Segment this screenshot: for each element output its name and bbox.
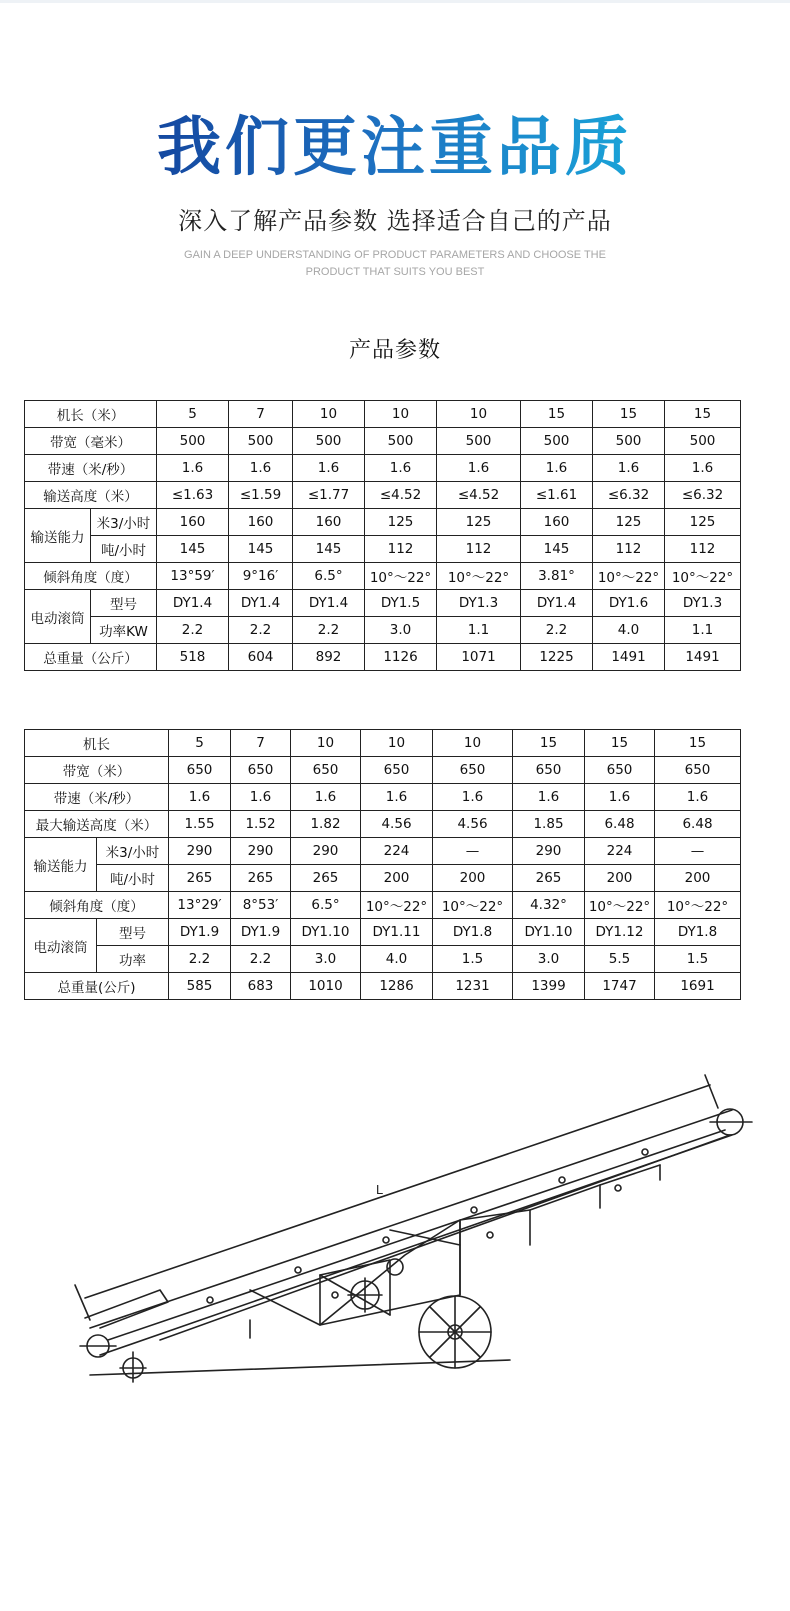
table-cell: 1.6 — [585, 784, 655, 811]
table-cell: DY1.5 — [365, 590, 437, 617]
roller — [471, 1207, 477, 1213]
table-cell: 1399 — [513, 973, 585, 1000]
table-cell: 7 — [229, 401, 293, 428]
dimension-tick-right — [705, 1075, 718, 1108]
table-cell: 500 — [593, 428, 665, 455]
table-row — [25, 536, 741, 563]
table-row — [25, 401, 741, 428]
conveyor-diagram — [60, 1070, 760, 1400]
table-cell: 112 — [593, 536, 665, 563]
table-cell: ≤1.77 — [293, 482, 365, 509]
table-cell: DY1.8 — [433, 919, 513, 946]
table-body — [25, 730, 741, 1000]
roller — [642, 1149, 648, 1155]
table-cell: 125 — [593, 509, 665, 536]
table-cell: 160 — [229, 509, 293, 536]
table-cell: 15 — [593, 401, 665, 428]
table-cell: 4.56 — [433, 811, 513, 838]
table-cell: 1.6 — [433, 784, 513, 811]
row-sub-label: 吨/小时 — [91, 536, 157, 563]
table-row — [25, 617, 741, 644]
table-cell: 500 — [665, 428, 741, 455]
table-cell: DY1.8 — [655, 919, 741, 946]
table-cell: DY1.3 — [665, 590, 741, 617]
table-row — [25, 590, 741, 617]
table-cell: 650 — [361, 757, 433, 784]
table-cell: 10°～22° — [365, 563, 437, 590]
table-cell: 224 — [361, 838, 433, 865]
table-cell: DY1.9 — [169, 919, 231, 946]
table-row — [25, 455, 741, 482]
row-label: 机长（米） — [25, 401, 157, 428]
table-cell: 1.6 — [361, 784, 433, 811]
table-cell: 160 — [157, 509, 229, 536]
table-cell: 15 — [585, 730, 655, 757]
table-cell: 265 — [169, 865, 231, 892]
table-cell: 585 — [169, 973, 231, 1000]
table-cell: DY1.9 — [231, 919, 291, 946]
table-cell: 200 — [361, 865, 433, 892]
table-cell: 1.82 — [291, 811, 361, 838]
table-cell: 1071 — [437, 644, 521, 671]
dimension-label: L — [376, 1182, 384, 1197]
row-sub-label: 吨/小时 — [97, 865, 169, 892]
table-cell: 2.2 — [169, 946, 231, 973]
belt-top — [90, 1110, 732, 1328]
table-cell: 10°～22° — [437, 563, 521, 590]
page-title: 我们更注重品质 — [157, 111, 633, 185]
spec-table-650 — [24, 729, 741, 1000]
table-cell: 1126 — [365, 644, 437, 671]
table-cell: 5 — [157, 401, 229, 428]
table-row — [25, 730, 741, 757]
row-label: 倾斜角度（度） — [25, 563, 157, 590]
roller — [383, 1237, 389, 1243]
table-cell: 6.48 — [585, 811, 655, 838]
table-row — [25, 644, 741, 671]
table-cell: 15 — [665, 401, 741, 428]
truss-bottom-chord — [160, 1135, 730, 1340]
table-cell: DY1.4 — [293, 590, 365, 617]
table-cell: 1.6 — [291, 784, 361, 811]
table-row — [25, 838, 741, 865]
table-cell: 650 — [291, 757, 361, 784]
table-cell: 650 — [585, 757, 655, 784]
subtitle-english-line-2: PRODUCT THAT SUITS YOU BEST — [305, 266, 485, 278]
row-label: 总重量（公斤） — [25, 644, 157, 671]
table-cell: 200 — [433, 865, 513, 892]
table-cell: 1.55 — [169, 811, 231, 838]
table-cell: 13°29′ — [169, 892, 231, 919]
row-sub-label: 米3/小时 — [91, 509, 157, 536]
table-cell: 125 — [665, 509, 741, 536]
table-cell: 10 — [293, 401, 365, 428]
table-cell: 10 — [365, 401, 437, 428]
row-label: 输送高度（米） — [25, 482, 157, 509]
table-cell: DY1.3 — [437, 590, 521, 617]
table-cell: 160 — [521, 509, 593, 536]
table-row — [25, 973, 741, 1000]
table-cell: ≤1.61 — [521, 482, 593, 509]
tail-hopper — [85, 1290, 168, 1328]
dimension-tick-left — [75, 1285, 90, 1320]
table-row — [25, 946, 741, 973]
table-cell: ≤6.32 — [665, 482, 741, 509]
row-label: 最大输送高度（米） — [25, 811, 169, 838]
section-title: 产品参数 — [348, 338, 441, 363]
table-cell: ≤6.32 — [593, 482, 665, 509]
table-cell: 3.0 — [291, 946, 361, 973]
table-cell: 1.6 — [437, 455, 521, 482]
table-cell: 112 — [437, 536, 521, 563]
table-cell: 500 — [229, 428, 293, 455]
row-label: 带速（米/秒） — [25, 784, 169, 811]
table-cell: 15 — [655, 730, 741, 757]
table-cell: 2.2 — [293, 617, 365, 644]
table-cell: 1691 — [655, 973, 741, 1000]
row-label: 机长 — [25, 730, 169, 757]
table-cell: 604 — [229, 644, 293, 671]
table-cell: 15 — [513, 730, 585, 757]
table-cell: 10°～22° — [585, 892, 655, 919]
table-row — [25, 865, 741, 892]
table-cell: 4.56 — [361, 811, 433, 838]
table-cell: DY1.6 — [593, 590, 665, 617]
row-sub-label: 型号 — [97, 919, 169, 946]
table-cell: 10 — [361, 730, 433, 757]
table-cell: 500 — [157, 428, 229, 455]
table-cell: 1.5 — [433, 946, 513, 973]
table-cell: 10°～22° — [593, 563, 665, 590]
page-subtitle-english — [170, 247, 620, 281]
table-cell: 290 — [513, 838, 585, 865]
row-label: 倾斜角度（度） — [25, 892, 169, 919]
table-cell: 892 — [293, 644, 365, 671]
table-cell: 4.32° — [513, 892, 585, 919]
table-cell: 265 — [513, 865, 585, 892]
roller — [207, 1297, 213, 1303]
table-cell: 1.6 — [169, 784, 231, 811]
table-body — [25, 401, 741, 671]
table-cell: 2.2 — [229, 617, 293, 644]
table-cell: DY1.10 — [291, 919, 361, 946]
subtitle-english-line-1: GAIN A DEEP UNDERSTANDING OF PRODUCT PARAMETERS AND CHOOSE THE — [184, 249, 606, 261]
table-row — [25, 563, 741, 590]
table-cell: 112 — [365, 536, 437, 563]
table-cell: 1225 — [521, 644, 593, 671]
table-cell: 10°～22° — [655, 892, 741, 919]
table-cell: 160 — [293, 509, 365, 536]
row-label: 带宽（米） — [25, 757, 169, 784]
table-cell: 1231 — [433, 973, 513, 1000]
table-cell: 500 — [293, 428, 365, 455]
table-cell: 3.0 — [365, 617, 437, 644]
table-cell: 290 — [169, 838, 231, 865]
table-cell: ≤1.63 — [157, 482, 229, 509]
table-cell: ≤4.52 — [437, 482, 521, 509]
table-cell: 1.6 — [521, 455, 593, 482]
table-cell: 4.0 — [593, 617, 665, 644]
table-cell: 145 — [157, 536, 229, 563]
page-subtitle: 深入了解产品参数 选择适合自己的产品 — [178, 207, 612, 235]
table-cell: 1.1 — [437, 617, 521, 644]
table-cell: 224 — [585, 838, 655, 865]
table-cell: 1.1 — [665, 617, 741, 644]
table-cell: 10 — [433, 730, 513, 757]
table-cell: 683 — [231, 973, 291, 1000]
table-cell: 1.52 — [231, 811, 291, 838]
table-cell: 2.2 — [231, 946, 291, 973]
table-cell: 8°53′ — [231, 892, 291, 919]
table-cell: 518 — [157, 644, 229, 671]
table-cell: 10 — [437, 401, 521, 428]
table-cell: 650 — [169, 757, 231, 784]
table-cell: 1.6 — [293, 455, 365, 482]
table-cell: 1491 — [593, 644, 665, 671]
table-cell: 1.85 — [513, 811, 585, 838]
table-cell: 265 — [291, 865, 361, 892]
table-cell: 6.5° — [293, 563, 365, 590]
table-cell: DY1.10 — [513, 919, 585, 946]
table-cell: ≤4.52 — [365, 482, 437, 509]
row-sub-label: 米3/小时 — [97, 838, 169, 865]
table-cell: 1.6 — [513, 784, 585, 811]
table-cell: 200 — [655, 865, 741, 892]
row-sub-label: 功率 — [97, 946, 169, 973]
row-group-label: 电动滚筒 — [25, 919, 97, 973]
row-group-label: 电动滚筒 — [25, 590, 91, 644]
table-cell: — — [433, 838, 513, 865]
return-roller — [615, 1185, 621, 1191]
table-cell: DY1.4 — [521, 590, 593, 617]
table-cell: — — [655, 838, 741, 865]
row-group-label: 输送能力 — [25, 509, 91, 563]
table-cell: 15 — [521, 401, 593, 428]
table-cell: 650 — [513, 757, 585, 784]
table-cell: 6.5° — [291, 892, 361, 919]
table-cell: 290 — [291, 838, 361, 865]
table-cell: ≤1.59 — [229, 482, 293, 509]
table-cell: 650 — [433, 757, 513, 784]
table-cell: 1.6 — [229, 455, 293, 482]
table-cell: DY1.11 — [361, 919, 433, 946]
table-cell: 145 — [229, 536, 293, 563]
table-cell: 1.6 — [593, 455, 665, 482]
row-group-label: 输送能力 — [25, 838, 97, 892]
return-roller — [487, 1232, 493, 1238]
table-cell: 10°～22° — [433, 892, 513, 919]
table-cell: 125 — [437, 509, 521, 536]
table-cell: 10°～22° — [665, 563, 741, 590]
table-cell: 650 — [231, 757, 291, 784]
roller — [559, 1177, 565, 1183]
table-cell: 1010 — [291, 973, 361, 1000]
table-cell: 650 — [655, 757, 741, 784]
table-cell: 1.6 — [157, 455, 229, 482]
table-cell: 5 — [169, 730, 231, 757]
table-cell: 1.6 — [655, 784, 741, 811]
table-row — [25, 509, 741, 536]
table-cell: 13°59′ — [157, 563, 229, 590]
table-cell: 7 — [231, 730, 291, 757]
table-cell: 10 — [291, 730, 361, 757]
table-row — [25, 811, 741, 838]
table-cell: 145 — [293, 536, 365, 563]
table-cell: 500 — [437, 428, 521, 455]
table-cell: 3.0 — [513, 946, 585, 973]
table-row — [25, 757, 741, 784]
table-cell: 500 — [521, 428, 593, 455]
table-cell: 10°～22° — [361, 892, 433, 919]
roller — [295, 1267, 301, 1273]
table-cell: 1.6 — [365, 455, 437, 482]
table-row — [25, 784, 741, 811]
table-cell: 500 — [365, 428, 437, 455]
table-row — [25, 892, 741, 919]
table-cell: DY1.12 — [585, 919, 655, 946]
table-cell: 1.5 — [655, 946, 741, 973]
table-cell: 5.5 — [585, 946, 655, 973]
table-row — [25, 919, 741, 946]
table-cell: 9°16′ — [229, 563, 293, 590]
row-label: 带速（米/秒） — [25, 455, 157, 482]
table-cell: 112 — [665, 536, 741, 563]
table-cell: 1.6 — [665, 455, 741, 482]
row-sub-label: 型号 — [91, 590, 157, 617]
table-row — [25, 428, 741, 455]
table-cell: 3.81° — [521, 563, 593, 590]
spec-table-500 — [24, 400, 741, 671]
table-cell: 1747 — [585, 973, 655, 1000]
table-cell: 2.2 — [157, 617, 229, 644]
table-cell: 200 — [585, 865, 655, 892]
return-roller — [332, 1292, 338, 1298]
table-cell: 1.6 — [231, 784, 291, 811]
row-sub-label: 功率KW — [91, 617, 157, 644]
table-cell: 1286 — [361, 973, 433, 1000]
table-cell: 145 — [521, 536, 593, 563]
row-label: 带宽（毫米） — [25, 428, 157, 455]
dimension-line — [85, 1085, 710, 1298]
top-divider — [0, 0, 790, 3]
table-cell: 125 — [365, 509, 437, 536]
table-cell: 265 — [231, 865, 291, 892]
table-cell: 1491 — [665, 644, 741, 671]
row-label: 总重量(公斤) — [25, 973, 169, 1000]
table-cell: DY1.4 — [157, 590, 229, 617]
table-cell: 4.0 — [361, 946, 433, 973]
table-cell: 6.48 — [655, 811, 741, 838]
table-row — [25, 482, 741, 509]
table-cell: 2.2 — [521, 617, 593, 644]
table-cell: 290 — [231, 838, 291, 865]
table-cell: DY1.4 — [229, 590, 293, 617]
